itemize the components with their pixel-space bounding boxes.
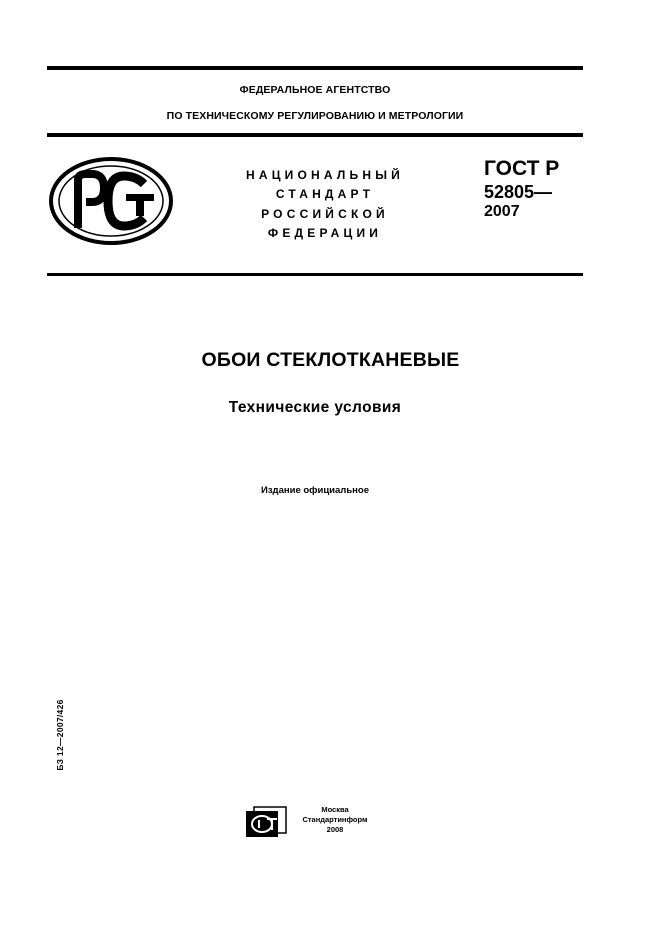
designation-number: 52805— — [484, 182, 553, 202]
standard-type-line-4: ФЕДЕРАЦИИ — [267, 225, 383, 240]
top-rule — [47, 66, 583, 70]
standard-type-block — [225, 166, 425, 243]
document-subtitle: Технические условия — [228, 399, 402, 416]
rst-certification-mark-icon — [48, 156, 174, 246]
designation-title: ГОСТ Р — [484, 157, 560, 180]
standard-type-line-1: НАЦИОНАЛЬНЫЙ — [245, 168, 405, 182]
publisher-city: Москва — [321, 805, 349, 814]
edition-note: Издание официальное — [261, 485, 369, 496]
middle-rule — [47, 133, 583, 137]
standard-type-line-3: РОССИЙСКОЙ — [261, 206, 389, 221]
standard-type-line-2: СТАНДАРТ — [275, 187, 375, 202]
publisher-info — [290, 805, 380, 835]
agency-name-line-1: ФЕДЕРАЛЬНОЕ АГЕНТСТВО — [239, 84, 391, 96]
registration-code: БЗ 12—2007/426 — [55, 699, 65, 771]
document-title: ОБОИ СТЕКЛОТКАНЕВЫЕ — [201, 349, 460, 371]
designation-year: 2007 — [484, 203, 520, 220]
standard-designation — [484, 158, 559, 220]
agency-name-line-2: ПО ТЕХНИЧЕСКОМУ РЕГУЛИРОВАНИЮ И МЕТРОЛОГИИ — [166, 110, 464, 122]
publisher-name: Стандартинформ — [302, 815, 368, 824]
standartinform-logo-icon — [245, 806, 287, 838]
lower-rule — [47, 273, 583, 276]
publisher-year: 2008 — [326, 825, 344, 834]
